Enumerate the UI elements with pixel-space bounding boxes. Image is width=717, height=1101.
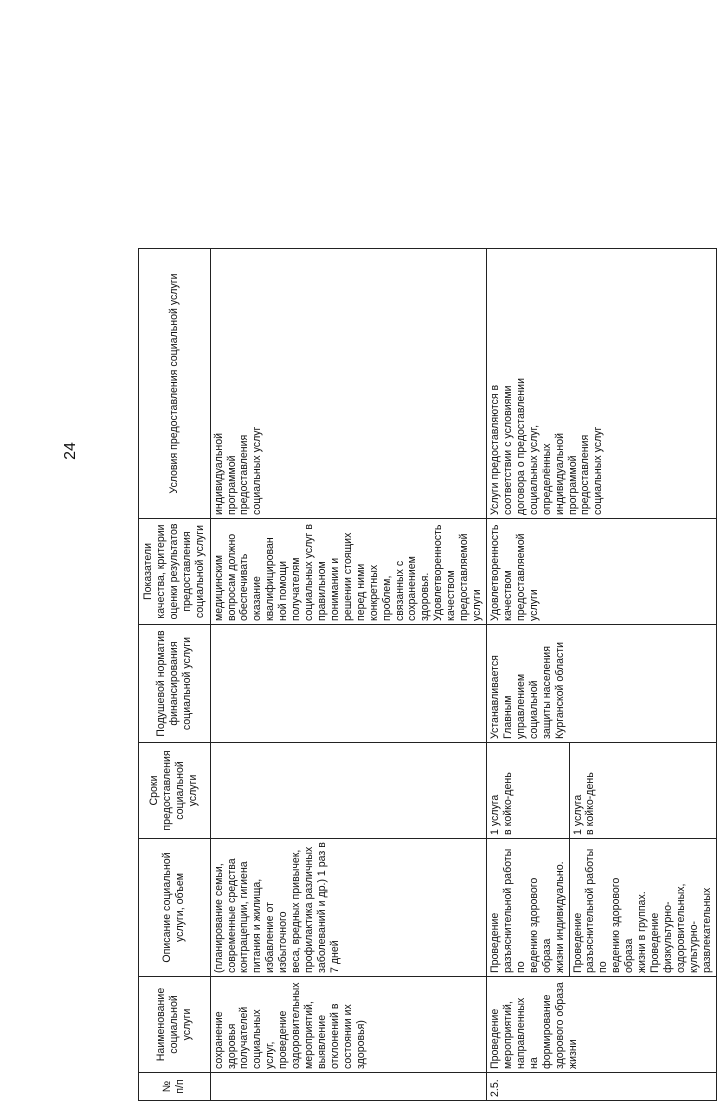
header-num: № п/п [139,1073,211,1101]
cell-norm [210,625,486,743]
cell-terms-group: 1 услуга в койко-день [569,743,716,839]
header-name: Наименование социальной услуги [139,977,211,1073]
cell-terms-individual: 1 услуга в койко-день [486,743,569,839]
header-description: Описание социальной услуги, объем [139,839,211,977]
header-conditions: Условия предоставления социальной услуги [139,249,211,519]
cell-description-individual: Проведение разъяснительной работы по ведению здорового образа жизни индивидуально. [486,839,569,977]
cell-indicators: медицинским вопросам должно обеспечивать оказание квалифицирован ной помощи получателям социальных услуг в правильном понимании и решении стоящих перед ними конкретных проблем, связанных с сохранением здоровья. Удовлетворенность качеством предоставляемой услуги [210,519,486,625]
cell-conditions: индивидуальной программой предоставления социальных услуг [210,249,486,519]
table-row [486,249,569,1101]
cell-terms [210,743,486,839]
rotated-table-sheet [138,249,713,1101]
cell-description: (планирование семьи, современные средства контрацепции, гигиена питания и жилища, избавление от избыточного веса, вредных привычек, профилактика различных заболеваний и др.) 1 раз в 7 дней [210,839,486,977]
table-row [210,249,486,1101]
table-header-row [139,249,211,1101]
social-services-table [138,248,717,1101]
cell-norm: Устанавливается Главным управлением социальной защиты населения Курганской области [486,625,716,743]
cell-conditions: Услуги предоставляются в соответствии с условиями договора о предоставлении социальных услуг, определённых индивидуальной программой предоставления социальных услуг [486,249,716,519]
header-indicators: Показатели качества, критерии оценки результатов предоставления социальной услуги [139,519,211,625]
cell-name: сохранение здоровья получателей социальных услуг, проведение оздоровительных мероприятий, выявление отклонений в состоянии их здоровья) [210,977,486,1073]
header-norm: Подушевой норматив финансирования социальной услуги [139,625,211,743]
cell-num [210,1073,486,1101]
cell-description-group: Проведение разъяснительной работы по ведению здорового образа жизни в группах. Проведение физкультурно- оздоровительных, культурно-развлекательных [569,839,716,977]
header-terms: Сроки предоставления социальной услуги [139,743,211,839]
page-number: 24 [61,442,79,460]
cell-name: Проведение мероприятий, направленных на формирование здорового образа жизни [486,977,716,1073]
cell-indicators: Удовлетворенность качеством предоставляемой услуги [486,519,716,625]
cell-num: 2.5. [486,1073,716,1101]
